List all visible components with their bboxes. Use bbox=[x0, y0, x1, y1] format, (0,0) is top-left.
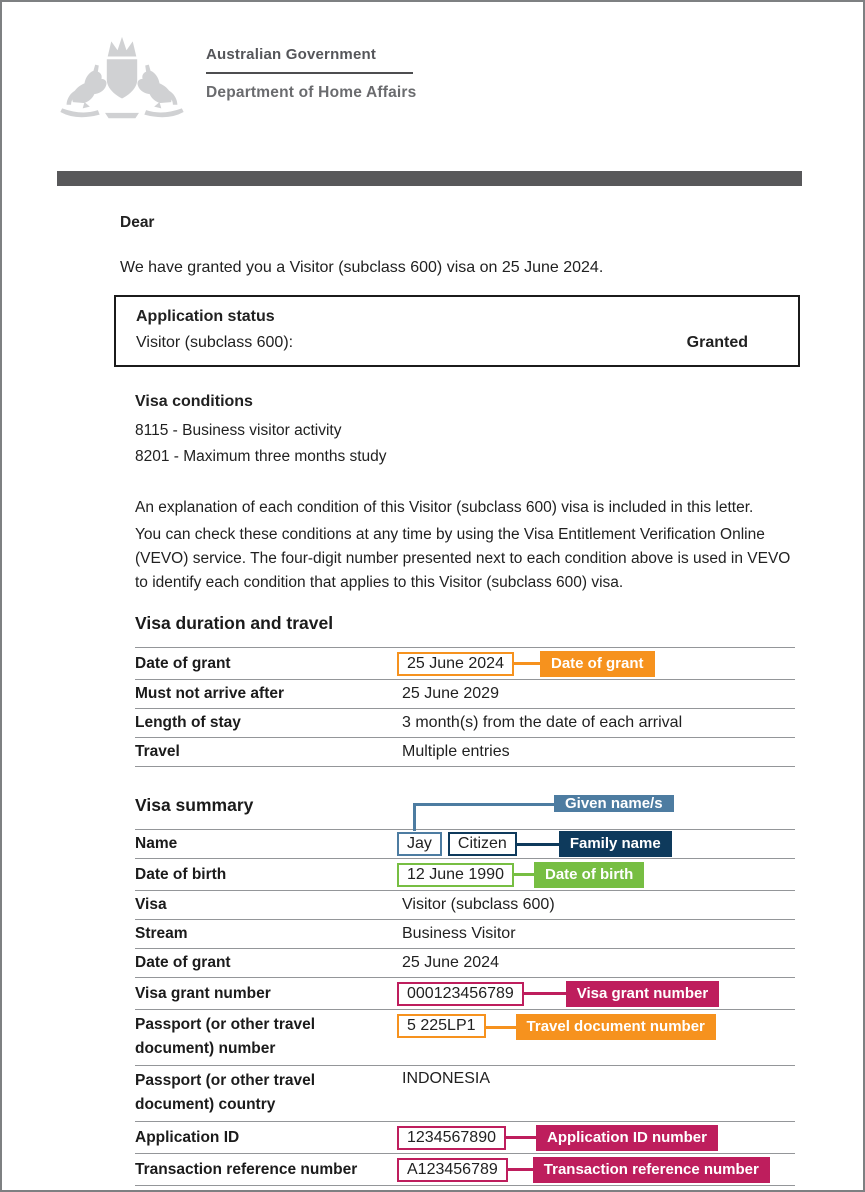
table-row bbox=[135, 737, 795, 766]
visa-duration-title: Visa duration and travel bbox=[135, 613, 334, 633]
row-label: Name bbox=[135, 835, 178, 852]
row-value bbox=[397, 1157, 795, 1183]
row-value bbox=[397, 862, 795, 888]
family-name-callout: Family name bbox=[559, 831, 672, 857]
row-value: Multiple entries bbox=[402, 743, 510, 760]
row-label: Visa grant number bbox=[135, 984, 271, 1002]
application-status-box bbox=[114, 295, 800, 367]
row-label: Transaction reference number bbox=[135, 1160, 358, 1178]
vevo-note: You can check these conditions at any time by using the Visa Entitlement Verification Online (VEVO) service. The four-digit number presented next to each condition above is used in VEVO to identify each condition that applies to this Visitor (subclass 600) visa. bbox=[135, 526, 791, 591]
callout-connector-line bbox=[486, 1026, 516, 1029]
table-row bbox=[135, 708, 795, 737]
visa-summary-table bbox=[135, 829, 795, 1186]
row-value: Business Visitor bbox=[402, 925, 516, 942]
department-title: Department of Home Affairs bbox=[206, 84, 417, 101]
given-names-callout-label: Given name/s bbox=[554, 795, 674, 812]
table-row bbox=[135, 1009, 795, 1065]
given-names-connector-line bbox=[413, 803, 554, 806]
row-label: Date of grant bbox=[135, 654, 231, 672]
table-row bbox=[135, 1065, 795, 1121]
visa-duration-section bbox=[135, 613, 795, 767]
row-value bbox=[397, 831, 795, 857]
visa-conditions-section bbox=[135, 393, 795, 595]
callout-connector-line bbox=[524, 992, 566, 995]
row-value: INDONESIA bbox=[402, 1070, 491, 1087]
date-of-birth-callout: Date of birth bbox=[534, 862, 644, 888]
header-text-block bbox=[206, 46, 446, 102]
visa-summary-section bbox=[135, 795, 795, 1186]
visa-grant-number-callout: Visa grant number bbox=[566, 981, 719, 1007]
government-title: Australian Government bbox=[206, 46, 377, 63]
condition-item: 8115 - Business visitor activity bbox=[135, 422, 342, 439]
application-status-value: Granted bbox=[686, 334, 748, 351]
row-label: Date of grant bbox=[135, 954, 231, 971]
intro-paragraph: We have granted you a Visitor (subclass 600) visa on 25 June 2024. bbox=[120, 259, 604, 276]
row-label: Visa bbox=[135, 896, 167, 913]
given-name-box: Jay bbox=[397, 832, 442, 856]
family-name-box: Citizen bbox=[448, 832, 517, 856]
conditions-explanation: An explanation of each condition of this Visitor (subclass 600) visa is included in this letter. bbox=[135, 499, 754, 516]
table-row bbox=[135, 948, 795, 977]
row-label: Passport (or other travel document) country bbox=[135, 1072, 316, 1113]
row-value bbox=[397, 981, 795, 1007]
row-label: Must not arrive after bbox=[135, 685, 285, 702]
given-names-connector-line bbox=[413, 803, 416, 831]
application-status-label: Visitor (subclass 600): bbox=[136, 334, 294, 351]
table-row bbox=[135, 1121, 795, 1153]
highlighted-value-box: 12 June 1990 bbox=[397, 863, 514, 887]
highlighted-value-box: 25 June 2024 bbox=[397, 652, 514, 676]
row-value: 3 month(s) from the date of each arrival bbox=[402, 714, 683, 731]
row-value bbox=[397, 1014, 795, 1040]
row-value: 25 June 2029 bbox=[402, 685, 499, 702]
header-divider bbox=[206, 72, 413, 74]
row-label: Date of birth bbox=[135, 865, 227, 883]
table-row bbox=[135, 679, 795, 708]
highlighted-value-box: 1234567890 bbox=[397, 1126, 506, 1150]
table-row bbox=[135, 977, 795, 1009]
highlighted-value-box: 000123456789 bbox=[397, 982, 524, 1006]
callout-connector-line bbox=[508, 1168, 533, 1171]
table-row bbox=[135, 829, 795, 858]
callout-connector-line bbox=[514, 662, 540, 665]
visa-conditions-title: Visa conditions bbox=[135, 393, 253, 410]
callout-connector-line bbox=[506, 1136, 536, 1139]
highlighted-value-box: A123456789 bbox=[397, 1158, 508, 1182]
row-value: 25 June 2024 bbox=[402, 954, 499, 971]
table-row bbox=[135, 919, 795, 948]
row-label: Application ID bbox=[135, 1128, 240, 1146]
transaction-reference-callout: Transaction reference number bbox=[533, 1157, 770, 1183]
visa-summary-title: Visa summary bbox=[135, 795, 254, 815]
table-row bbox=[135, 647, 795, 679]
application-status-row bbox=[136, 330, 778, 356]
row-label: Length of stay bbox=[135, 714, 241, 731]
row-value: Visitor (subclass 600) bbox=[402, 896, 555, 913]
letter-header bbox=[2, 2, 863, 171]
row-value bbox=[397, 1125, 795, 1151]
table-row bbox=[135, 858, 795, 890]
application-status-title: Application status bbox=[136, 308, 275, 325]
row-label: Travel bbox=[135, 743, 180, 760]
section-divider-bar bbox=[57, 171, 802, 186]
table-row bbox=[135, 890, 795, 919]
greeting: Dear bbox=[120, 214, 155, 231]
travel-document-number-callout: Travel document number bbox=[516, 1014, 716, 1040]
table-row bbox=[135, 1153, 795, 1185]
coat-of-arms-icon bbox=[55, 32, 189, 124]
visa-duration-table bbox=[135, 647, 795, 767]
callout-connector-line bbox=[514, 873, 534, 876]
date-of-grant-callout: Date of grant bbox=[540, 651, 655, 677]
given-names-callout bbox=[554, 791, 674, 817]
row-value bbox=[397, 651, 795, 677]
row-label: Stream bbox=[135, 925, 188, 942]
highlighted-value-box: 5 225LP1 bbox=[397, 1014, 486, 1038]
application-id-callout: Application ID number bbox=[536, 1125, 718, 1151]
callout-connector-line bbox=[517, 843, 559, 846]
row-label: Passport (or other travel document) number bbox=[135, 1016, 316, 1057]
condition-item: 8201 - Maximum three months study bbox=[135, 448, 387, 465]
